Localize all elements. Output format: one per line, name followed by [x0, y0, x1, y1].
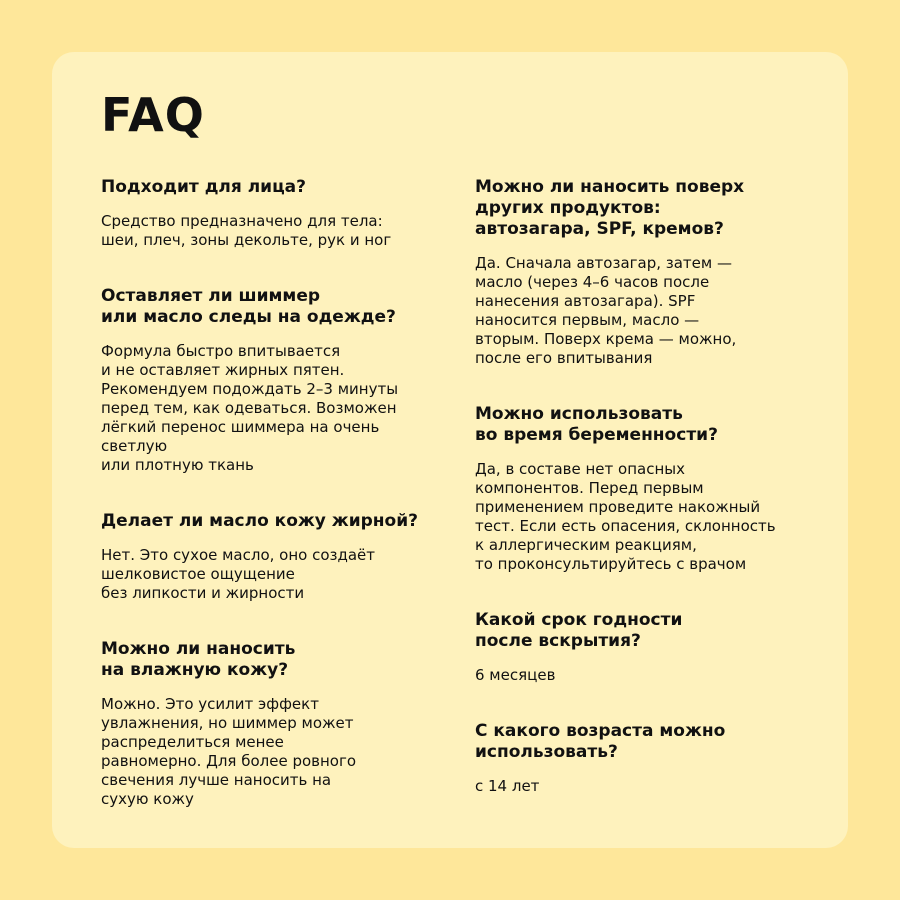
faq-answer: Средство предназначено для тела: шеи, плеч, зоны декольте, рук и ног: [101, 212, 392, 249]
faq-item-other-products: [475, 177, 820, 368]
faq-column-left: [101, 177, 451, 845]
faq-question: Можно ли наносить поверх других продуктов: автозагара, SPF, кремов?: [475, 177, 745, 239]
faq-column-right: [475, 177, 820, 832]
faq-answer: Можно. Это усилит эффект увлажнения, но шиммер может распределиться менее равномерно. Для более ровного свечения лучше наносить на сухую кожу: [101, 695, 357, 808]
faq-question: Какой срок годности после вскрытия?: [475, 610, 683, 651]
faq-answer: Да, в составе нет опасных компонентов. Перед первым применением проведите накожный тест. Если есть опасения, склонность к аллергическим реакциям, то проконсультируйтесь с врачом: [475, 460, 776, 573]
faq-question: Оставляет ли шиммер или масло следы на одежде?: [101, 286, 396, 327]
faq-question: Можно использовать во время беременности?: [475, 404, 718, 445]
faq-item-age: [475, 721, 820, 796]
faq-question: Подходит для лица?: [101, 177, 307, 197]
faq-item-face: [101, 177, 451, 250]
faq-question: Делает ли масло кожу жирной?: [101, 511, 418, 531]
faq-question: С какого возраста можно использовать?: [475, 721, 726, 762]
faq-answer: 6 месяцев: [475, 666, 556, 684]
faq-answer: Формула быстро впитывается и не оставляет жирных пятен. Рекомендуем подождать 2–3 минуты перед тем, как одеваться. Возможен лёгкий перенос шиммера на очень светлую или плотную ткань: [101, 342, 399, 474]
faq-answer: Да. Сначала автозагар, затем — масло (через 4–6 часов после нанесения автозагара). SPF наносится первым, масло — вторым. Поверх крема — можно, после его впитывания: [475, 254, 737, 367]
faq-answer: Нет. Это сухое масло, оно создаёт шелковистое ощущение без липкости и жирности: [101, 546, 376, 602]
faq-item-clothes-stains: [101, 286, 451, 475]
faq-item-shelf-life: [475, 610, 820, 685]
faq-question: Можно ли наносить на влажную кожу?: [101, 639, 296, 680]
faq-item-oily-skin: [101, 511, 451, 603]
faq-answer: с 14 лет: [475, 777, 540, 795]
faq-item-pregnancy: [475, 404, 820, 574]
faq-item-wet-skin: [101, 639, 451, 809]
page-title: FAQ: [101, 88, 205, 142]
